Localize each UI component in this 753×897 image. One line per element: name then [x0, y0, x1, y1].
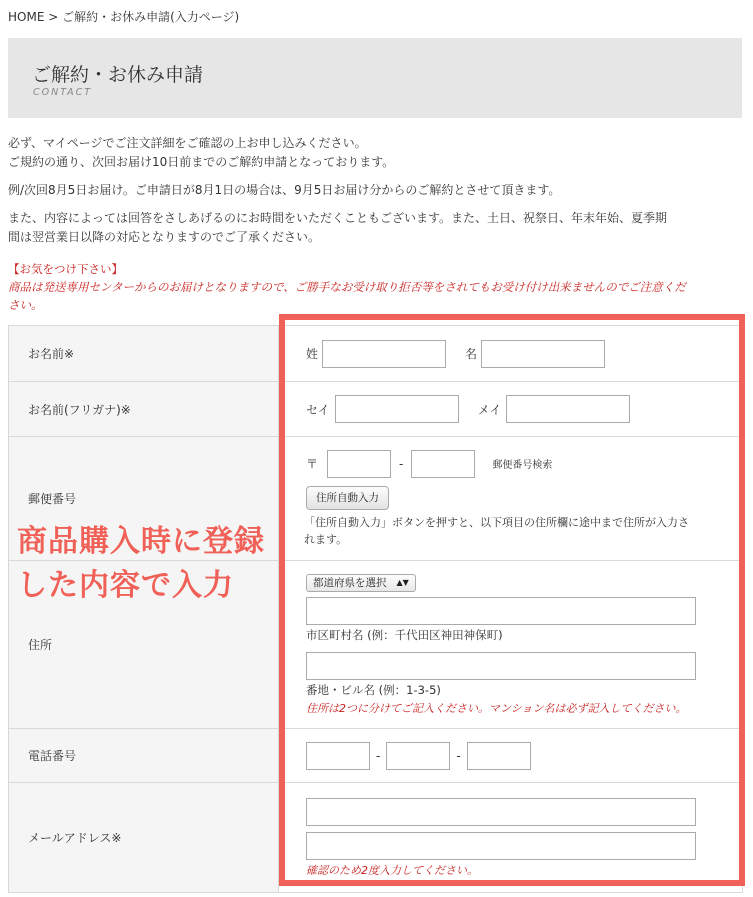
- intro-line-3: 例/次回8月5日お届け。ご申請日が8月1日の場合は、9月5日お届け分からのご解約とさせて頂きます。: [8, 183, 561, 197]
- form-row-kana: [9, 382, 743, 437]
- application-form: [8, 325, 743, 893]
- page-title-box: [8, 38, 742, 118]
- zip-help-a: 「住所自動入力」ボタンを押すと、以下項目の住所欄に途中まで住所が入力さ: [304, 515, 689, 529]
- select-arrows-icon: ▲▼: [396, 578, 409, 587]
- last-kana-label: セイ: [306, 402, 330, 417]
- street-hint: 番地・ビル名 (例：1-3-5): [306, 682, 441, 697]
- prefecture-select[interactable]: [306, 574, 416, 592]
- warning-body: [8, 278, 743, 314]
- warning-body-b: さい。: [8, 298, 43, 312]
- warning-body-a: 商品は発送専用センターからのお届けとなりますので、ご勝手なお受け取り拒否等をされてもお受け付け出来ませんのでご注意くだ: [8, 280, 686, 294]
- warning-title: 【お気をつけ下さい】: [8, 262, 123, 276]
- intro-line-4b: 間は翌営業日以降の対応となりますのでご了承ください。: [8, 230, 321, 244]
- kana-label: お名前(フリガナ)※: [9, 382, 279, 437]
- breadcrumb-separator: >: [44, 10, 63, 24]
- address-label: 住所: [9, 561, 279, 729]
- phone-field: [279, 729, 743, 783]
- name-field: [279, 326, 743, 382]
- intro-line-1: 必ず、マイページでご注文詳細をご確認の上お申し込みください。: [8, 136, 367, 150]
- email-note: 確認のため2度入力してください。: [306, 863, 478, 877]
- postal-mark: 〒: [306, 457, 319, 471]
- intro-line-2: ご規約の通り、次回お届け10日前までのご解約申請となっております。: [8, 155, 395, 169]
- zip-dash: -: [399, 456, 404, 471]
- prefecture-select-label: 都道府県を選択: [313, 577, 387, 589]
- zip-label: 郵便番号: [9, 437, 279, 561]
- annotation-line-1: 商品購入時に登録: [17, 524, 265, 559]
- zip-help-b: れます。: [304, 532, 348, 546]
- first-name-input[interactable]: [481, 340, 605, 368]
- first-name-label: 名: [465, 347, 478, 361]
- zip-second-input[interactable]: [411, 450, 475, 478]
- address-note: 住所は2つに分けてご記入ください。マンション名は必ず記入してください。: [306, 701, 687, 715]
- email-confirm-input[interactable]: [306, 832, 696, 860]
- last-name-input[interactable]: [322, 340, 446, 368]
- intro-line-4a: また、内容によっては回答をさしあげるのにお時間をいただくこともございます。また、土日、祝祭日、年末年始、夏季期: [8, 211, 668, 225]
- phone-label: 電話番号: [9, 729, 279, 783]
- city-hint: 市区町村名 (例：千代田区神田神保町): [306, 627, 503, 642]
- kana-field: [279, 382, 743, 437]
- breadcrumb: [8, 8, 239, 25]
- phone-second-input[interactable]: [386, 742, 450, 770]
- annotation-line-2: した内容で入力: [17, 568, 234, 603]
- breadcrumb-home-link[interactable]: HOME: [8, 10, 45, 24]
- auto-address-button[interactable]: 住所自動入力: [306, 486, 389, 510]
- page-title: ご解約・お休み申請: [32, 64, 204, 86]
- form-row-phone: [9, 729, 743, 783]
- page-subtitle: CONTACT: [33, 87, 93, 98]
- street-input[interactable]: [306, 652, 696, 680]
- zip-field: [279, 437, 743, 561]
- name-label: お名前※: [9, 326, 279, 382]
- intro-text-4: [8, 209, 743, 247]
- annotation-overlay: [17, 520, 265, 608]
- intro-text-1: [8, 134, 743, 172]
- phone-third-input[interactable]: [467, 742, 531, 770]
- email-label: メールアドレス※: [9, 783, 279, 893]
- phone-first-input[interactable]: [306, 742, 370, 770]
- form-row-email: [9, 783, 743, 893]
- first-kana-label: メイ: [477, 402, 502, 417]
- phone-dash-2: -: [456, 748, 461, 763]
- email-field: [279, 783, 743, 893]
- last-kana-input[interactable]: [335, 395, 459, 423]
- zip-first-input[interactable]: [327, 450, 391, 478]
- form-row-name: [9, 326, 743, 382]
- first-kana-input[interactable]: [506, 395, 630, 423]
- last-name-label: 姓: [306, 347, 319, 361]
- email-input[interactable]: [306, 798, 696, 826]
- city-input[interactable]: [306, 597, 696, 625]
- address-field: [279, 561, 743, 729]
- zip-search-link[interactable]: 郵便番号検索: [492, 460, 553, 471]
- phone-dash-1: -: [376, 748, 381, 763]
- breadcrumb-current: ご解約・お休み申請(入力ページ): [62, 10, 240, 24]
- zip-help-text: [304, 514, 739, 548]
